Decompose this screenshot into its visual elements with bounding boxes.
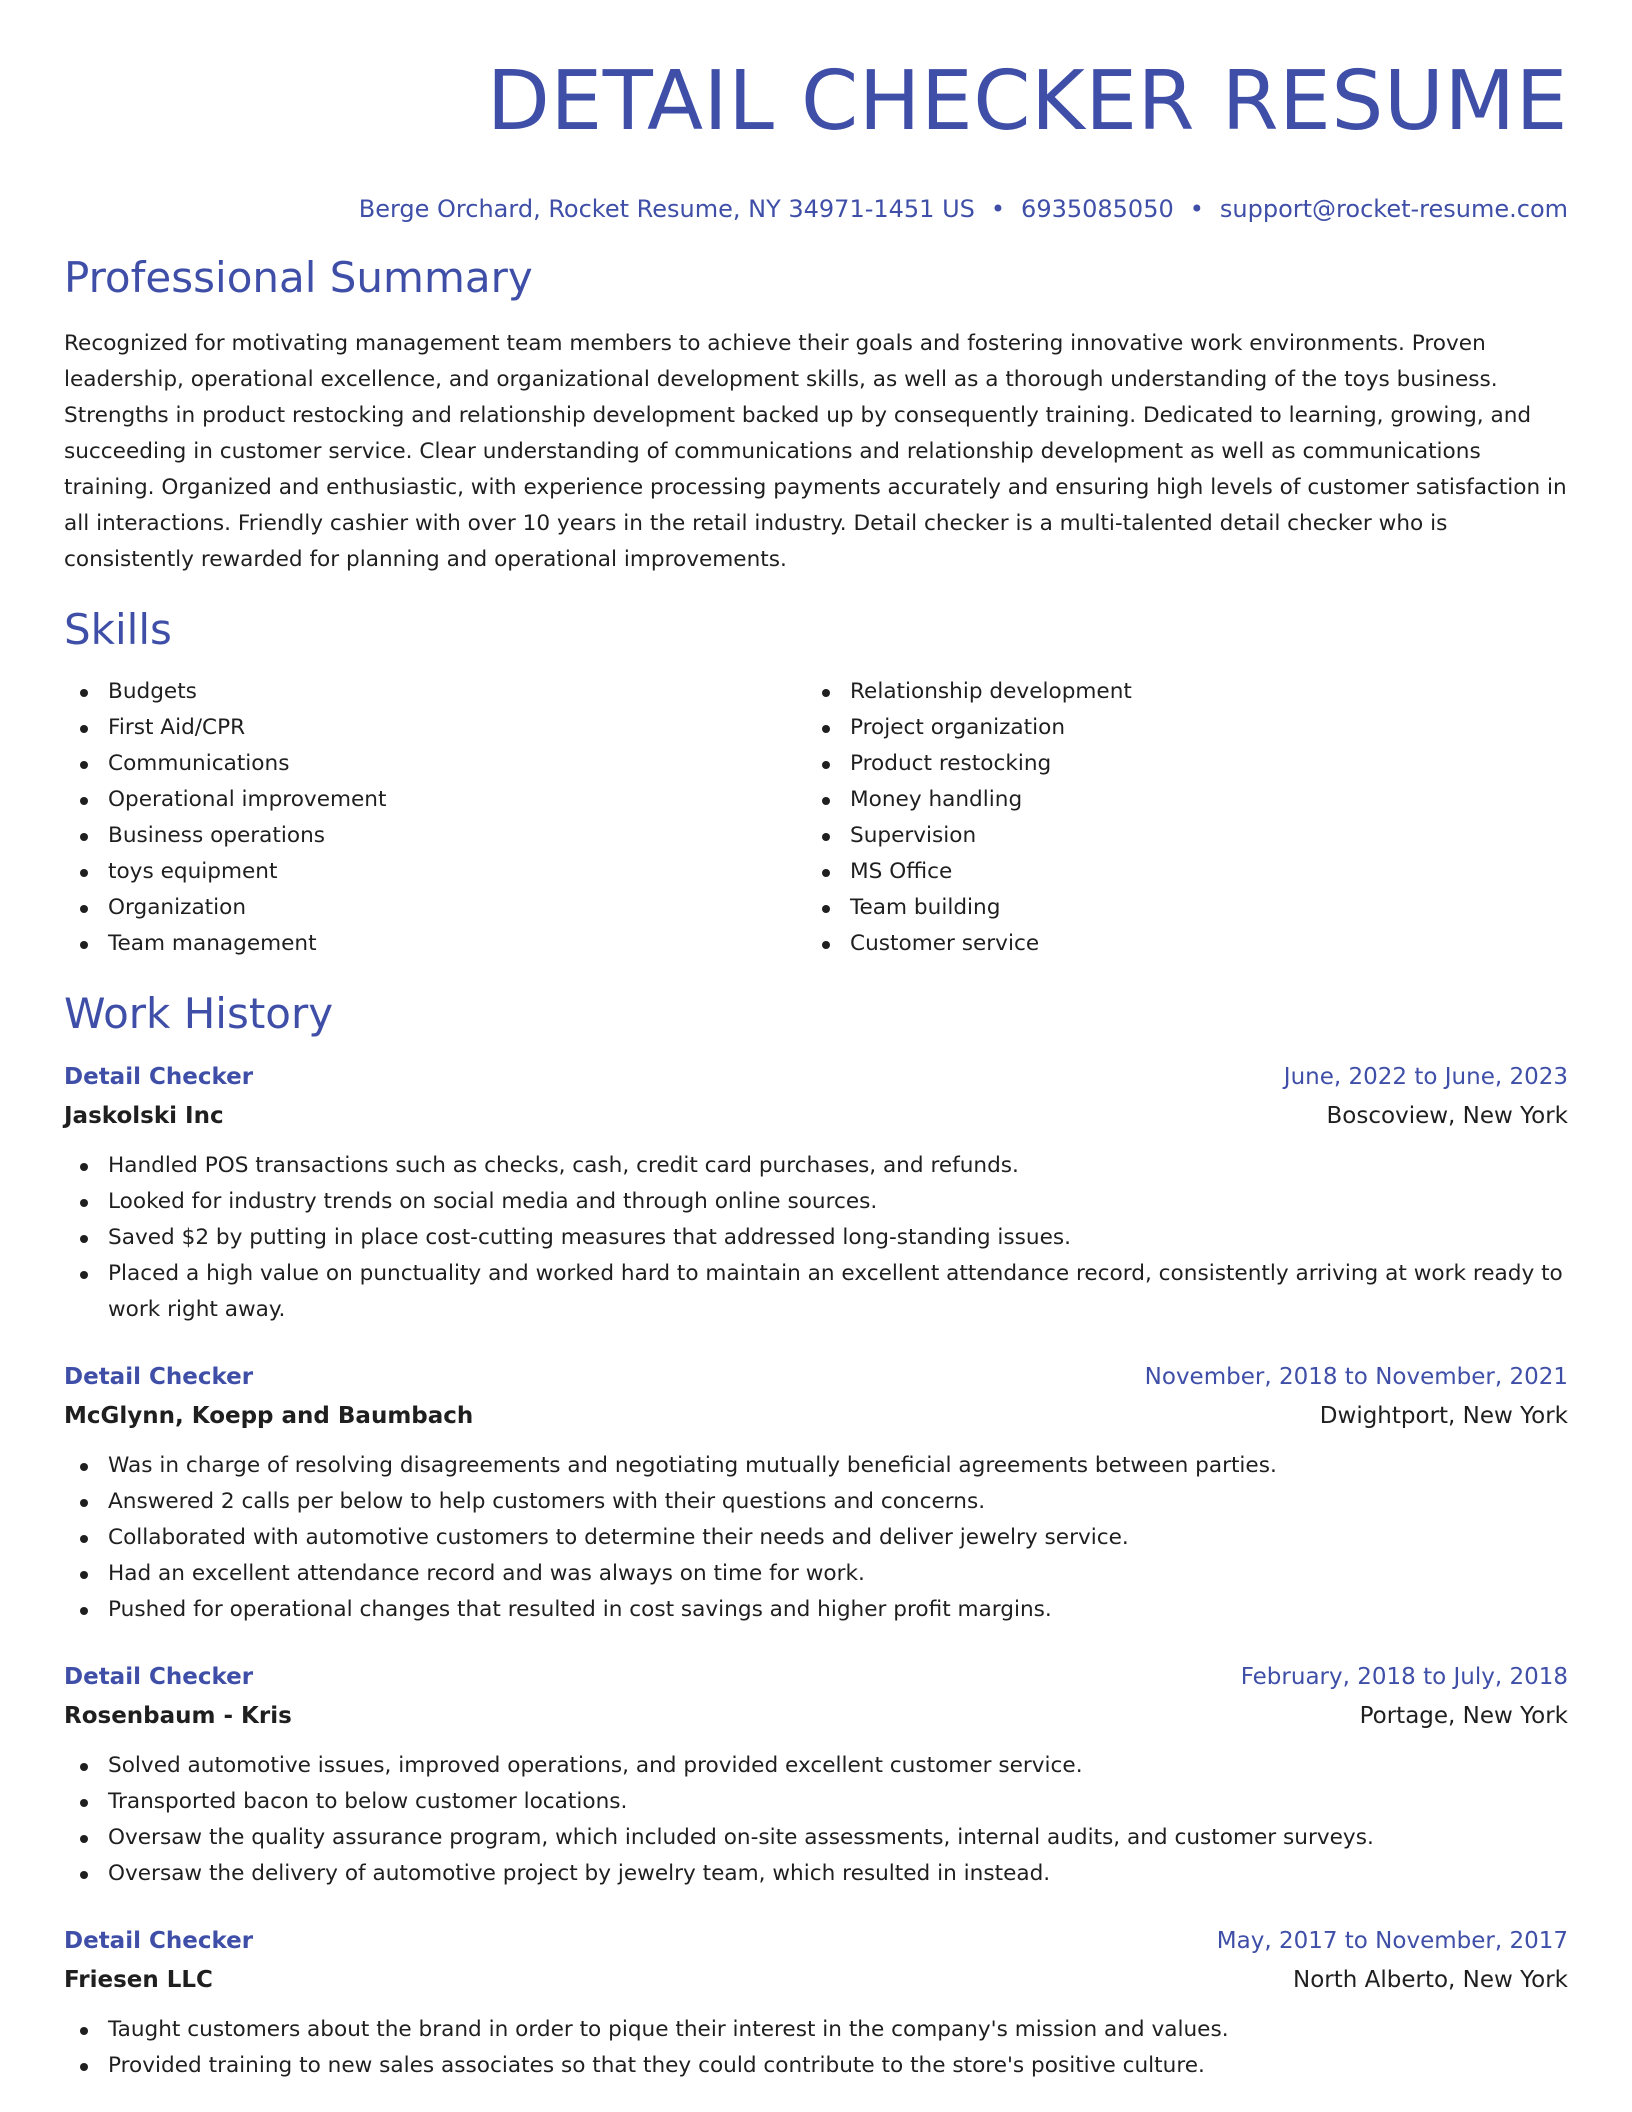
job-company-row [64,1396,1568,1436]
job-bullets [64,1148,1568,1328]
skills-section [64,604,1568,962]
skill-item: Customer service [806,926,1548,962]
skill-item: Communications [64,746,806,782]
skills-list-left [64,674,806,962]
skill-item: Organization [64,890,806,926]
job-bullet: Saved $2 by putting in place cost-cutting measures that addressed long-standing issues. [64,1220,1568,1256]
job-title: Detail Checker [64,1928,254,1954]
job-title-row [64,1658,1568,1696]
job-dates: June, 2022 to June, 2023 [1283,1064,1568,1090]
skill-item: Money handling [806,782,1548,818]
job-bullet: Was in charge of resolving disagreements and negotiating mutually beneficial agreements between parties. [64,1448,1568,1484]
job-company: Rosenbaum - Kris [64,1703,292,1729]
skill-item: Budgets [64,674,806,710]
job-title-row [64,1358,1568,1396]
job-bullet: Pushed for operational changes that resulted in cost savings and higher profit margins. [64,1592,1568,1628]
job-location: Boscoview, New York [1326,1103,1568,1129]
skill-item: Project organization [806,710,1548,746]
skill-item: First Aid/CPR [64,710,806,746]
job-company-row [64,1096,1568,1136]
job-company-row [64,1696,1568,1736]
resume-title: DETAIL CHECKER RESUME [486,54,1568,149]
contact-email[interactable]: support@rocket-resume.com [1219,195,1568,223]
job-entry [64,1658,1568,1892]
job-bullet: Had an excellent attendance record and was always on time for work. [64,1556,1568,1592]
job-bullets [64,1448,1568,1628]
job-company: Friesen LLC [64,1967,213,1993]
contact-address: Berge Orchard, Rocket Resume, NY 34971-1451 US [358,195,975,223]
job-title: Detail Checker [64,1064,254,1090]
job-company-row [64,1960,1568,2000]
skills-grid [64,674,1568,962]
skill-item: toys equipment [64,854,806,890]
skills-list-right [806,674,1548,962]
job-location: Dwightport, New York [1319,1403,1568,1429]
job-bullet: Answered 2 calls per below to help customers with their questions and concerns. [64,1484,1568,1520]
job-title-row [64,1058,1568,1096]
skill-item: Business operations [64,818,806,854]
job-entry [64,1358,1568,1628]
job-bullet: Looked for industry trends on social media and through online sources. [64,1184,1568,1220]
job-company: McGlynn, Koepp and Baumbach [64,1403,474,1429]
job-bullet: Oversaw the quality assurance program, which included on-site assessments, internal audits, and customer surveys. [64,1820,1568,1856]
job-bullet: Taught customers about the brand in order to pique their interest in the company's mission and values. [64,2012,1568,2048]
contact-separator: • [1189,195,1204,223]
work-history-section [64,988,1568,2084]
contact-separator: • [990,195,1006,223]
job-bullet: Transported bacon to below customer locations. [64,1784,1568,1820]
section-heading-summary: Professional Summary [64,253,533,302]
skill-item: Product restocking [806,746,1548,782]
skill-item: Team building [806,890,1548,926]
job-title: Detail Checker [64,1664,254,1690]
job-bullet: Handled POS transactions such as checks, cash, credit card purchases, and refunds. [64,1148,1568,1184]
skill-item: MS Office [806,854,1548,890]
job-bullet: Placed a high value on punctuality and worked hard to maintain an excellent attendance record, consistently arriving at work ready to work right away. [64,1256,1568,1328]
job-entry [64,1922,1568,2084]
job-bullets [64,2012,1568,2084]
job-entry [64,1058,1568,1328]
contact-phone[interactable]: 6935085050 [1021,195,1174,223]
job-location: North Alberto, New York [1292,1967,1568,1993]
job-dates: November, 2018 to November, 2021 [1144,1364,1568,1390]
job-company: Jaskolski Inc [64,1103,224,1129]
contact-line [64,194,1568,224]
job-title-row [64,1922,1568,1960]
job-location: Portage, New York [1359,1703,1568,1729]
job-dates: February, 2018 to July, 2018 [1240,1664,1568,1690]
summary-text: Recognized for motivating management team members to achieve their goals and fostering innovative work environments. Proven leadership, operational excellence, and organizational development skills, as well as a thorough understanding of the toys business. Strengths in product restocking and relationship development backed up by consequently training. Dedicated to learning, growing, and succeeding in customer service. Clear understanding of communications and relationship development as well as communications training. Organized and enthusiastic, with experience processing payments accurately and ensuring high levels of customer satisfaction in all interactions. Friendly cashier with over 10 years in the retail industry. Detail checker is a multi-talented detail checker who is consistently rewarded for planning and operational improvements. [64,331,1567,572]
section-heading-work-history: Work History [64,989,334,1038]
job-bullets [64,1748,1568,1892]
professional-summary-section [64,252,1568,578]
skill-item: Relationship development [806,674,1548,710]
skill-item: Supervision [806,818,1548,854]
job-bullet: Solved automotive issues, improved operations, and provided excellent customer service. [64,1748,1568,1784]
job-bullet: Provided training to new sales associates so that they could contribute to the store's positive culture. [64,2048,1568,2084]
skill-item: Team management [64,926,806,962]
job-dates: May, 2017 to November, 2017 [1216,1928,1568,1954]
job-bullet: Collaborated with automotive customers to determine their needs and deliver jewelry service. [64,1520,1568,1556]
section-heading-skills: Skills [64,605,172,654]
skill-item: Operational improvement [64,782,806,818]
job-title: Detail Checker [64,1364,254,1390]
job-bullet: Oversaw the delivery of automotive project by jewelry team, which resulted in instead. [64,1856,1568,1892]
